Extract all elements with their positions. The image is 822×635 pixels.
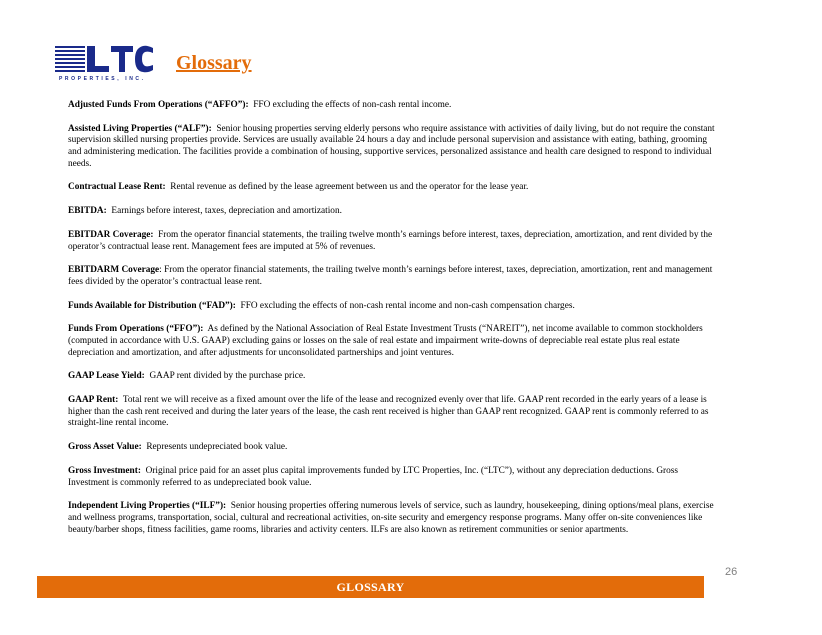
glossary-definition: FFO excluding the effects of non-cash rental income and non-cash compensation charges. (240, 300, 575, 311)
glossary-definition: Senior housing properties serving elderly persons who require assistance with activities of daily living, but do not require the constant supervision skilled nursing properties provide. Services are usually available 24 hours a day and include personal supervision and assistance with eating, bathing, grooming and administering medication. The facilities provide a combination of housing, supportive services, personalized assistance and health care designed to respond to individual needs. (68, 123, 715, 169)
glossary-entry (68, 124, 718, 170)
company-logo (55, 44, 155, 86)
glossary-entry (68, 265, 718, 288)
glossary-entry (68, 501, 718, 536)
glossary-definition: As defined by the National Association of Real Estate Investment Trusts (“NAREIT”), net income available to common stockholders (computed in accordance with U.S. GAAP) excluding gains or losses on the sale of real estate and impairment write-downs of depreciable real estate plus real estate depreciation and amortization, and after adjustments for unconsolidated partnerships and joint ventures. (68, 324, 703, 358)
page-title: Glossary (176, 52, 252, 74)
glossary-definition: Rental revenue as defined by the lease agreement between us and the operator for the lease year. (170, 182, 529, 193)
glossary-term: EBITDARM Coverage (68, 265, 160, 276)
glossary-definition: Senior housing properties offering numerous levels of service, such as laundry, housekeeping, dining options/meal plans, exercise and wellness programs, transportation, social, cultural and recreational activities, on-site security and emergency response programs. Many offer on-site conveniences like beauty/barber shops, fitness facilities, game rooms, libraries and activity centers. ILFs are also known as retirement communities or senior apartments. (68, 501, 714, 535)
glossary-entry (68, 466, 718, 489)
glossary-term: Funds From Operations (“FFO”): (68, 324, 204, 335)
glossary-term: Gross Asset Value: (68, 442, 142, 453)
glossary-term: EBITDA: (68, 206, 107, 217)
glossary-term: Independent Living Properties (“ILF”): (68, 501, 227, 512)
glossary-term: Assisted Living Properties (“ALF”): (68, 123, 212, 134)
glossary-entry (68, 206, 718, 218)
glossary-term: Adjusted Funds From Operations (“AFFO”): (68, 100, 249, 110)
footer-bar (37, 576, 704, 598)
glossary-entry (68, 182, 718, 194)
glossary-definition: : From the operator financial statements, the trailing twelve month’s earnings before interest, taxes, depreciation, amortization, rent and management fees divided by the operator’s contractual lease rent. (68, 265, 713, 287)
glossary-term: EBITDAR Coverage: (68, 229, 154, 240)
glossary-entry (68, 324, 718, 359)
glossary-entry (68, 100, 718, 112)
glossary-definition: Represents undepreciated book value. (146, 442, 288, 453)
glossary-definition: GAAP rent divided by the purchase price. (149, 371, 306, 382)
glossary-term: Contractual Lease Rent: (68, 182, 166, 193)
footer-label: GLOSSARY (336, 579, 405, 594)
logo-tagline: PROPERTIES, INC. (59, 76, 146, 82)
glossary-term: Funds Available for Distribution (“FAD”): (68, 300, 236, 311)
glossary-term: Gross Investment: (68, 465, 141, 476)
glossary-definition: Total rent we will receive as a fixed amount over the life of the lease and recognized evenly over that life. GAAP rent recorded in the early years of a lease is higher than the cash rent received and during the later years of the lease, the cash rent received is higher than GAAP rent recognized. GAAP rent is commonly referred to as straight-line rental income. (68, 395, 709, 429)
glossary-entry (68, 442, 718, 454)
glossary-definition: FFO excluding the effects of non-cash rental income. (253, 100, 452, 110)
glossary-entry (68, 371, 718, 383)
glossary-definition: Original price paid for an asset plus capital improvements funded by LTC Properties, Inc. (“LTC”), without any depreciation deductions. Gross Investment is commonly referred to as undepreciated book value. (68, 465, 679, 488)
glossary-definition: From the operator financial statements, the trailing twelve month’s earnings before interest, taxes, depreciation, amortization, and rent divided by the operator’s contractual lease rent. Management fees are imputed at 5% of revenues. (68, 229, 713, 252)
glossary-entry (68, 301, 718, 313)
page-number: 26 (725, 566, 738, 578)
glossary-term: GAAP Lease Yield: (68, 371, 145, 382)
glossary-list (68, 100, 718, 548)
glossary-term: GAAP Rent: (68, 395, 119, 406)
glossary-entry (68, 395, 718, 430)
glossary-entry (68, 230, 718, 253)
glossary-definition: Earnings before interest, taxes, depreciation and amortization. (111, 206, 342, 217)
ltc-logo-icon (55, 44, 155, 76)
